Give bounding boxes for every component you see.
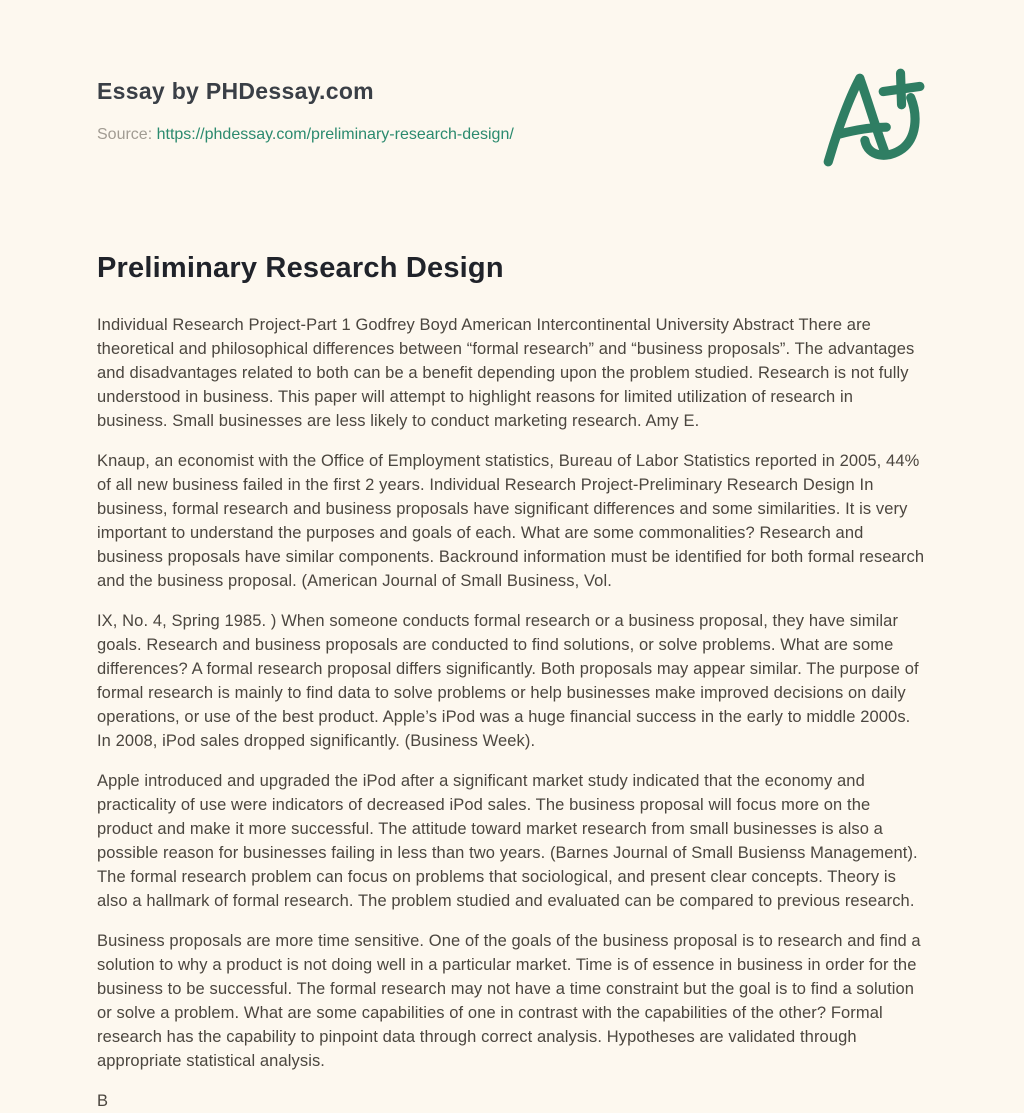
a-plus-logo-icon — [815, 66, 927, 168]
essay-paragraph: Individual Research Project-Part 1 Godfrey Boyd American Intercontinental University Abstract There are theoretical and philosophical differences between “formal research” and “business proposals”. The advantages and disadvantages related to both can be a benefit depending upon the problem studied. Research is not fully understood in business. This paper will attempt to highlight reasons for limited utilization of research in business. Small businesses are less likely to conduct marketing research. Amy E. — [97, 316, 915, 430]
essay-title: Preliminary Research Design — [97, 252, 504, 284]
source-link[interactable]: https://phdessay.com/preliminary-research-design/ — [156, 126, 514, 143]
essay-paragraph: B — [97, 1092, 109, 1110]
page-header — [97, 78, 927, 168]
essay-body — [97, 313, 927, 1113]
header-title: Essay by PHDessay.com — [97, 78, 374, 104]
source-label: Source: — [97, 126, 153, 143]
source-line — [97, 125, 514, 144]
essay-paragraph: IX, No. 4, Spring 1985. ) When someone conducts formal research or a business proposal, they have similar goals. Research and business proposals are conducted to find solutions, or solve problems. What are some differences? A formal research proposal differs significantly. Both proposals may appear similar. The purpose of formal research is mainly to find data to solve problems or help businesses make improved decisions on daily operations, or use of the best product. Apple’s iPod was a huge financial success in the early to middle 2000s. In 2008, iPod sales dropped significantly. (Business Week). — [97, 612, 919, 750]
essay-paragraph: Knaup, an economist with the Office of Employment statistics, Bureau of Labor Statistics reported in 2005, 44% of all new business failed in the first 2 years. Individual Research Project-Preliminary Research Design In business, formal research and business proposals have significant differences and some similarities. It is very important to understand the purposes and goals of each. What are some commonalities? Research and business proposals have similar components. Backround information must be identified for both formal research and the business proposal. (American Journal of Small Business, Vol. — [97, 452, 925, 590]
header-text-block — [97, 78, 514, 144]
essay-paragraph: Apple introduced and upgraded the iPod after a significant market study indicated that the economy and practicality of use were indicators of decreased iPod sales. The business proposal will focus more on the product and make it more successful. The attitude toward market research from small businesses is also a possible reason for businesses failing in less than two years. (Barnes Journal of Small Busienss Management). The formal research problem can focus on problems that sociological, and present clear concepts. Theory is also a hallmark of formal research. The problem studied and evaluated can be compared to previous research. — [97, 772, 918, 910]
essay-paragraph: Business proposals are more time sensitive. One of the goals of the business proposal is to research and find a solution to why a product is not doing well in a particular market. Time is of essence in business in order for the business to be successful. The formal research may not have a time constraint but the goal is to find a solution or solve a problem. What are some capabilities of one in contrast with the capabilities of the other? Formal research has the capability to pinpoint data through correct analysis. Hypotheses are validated through appropriate statistical analysis. — [97, 932, 921, 1070]
